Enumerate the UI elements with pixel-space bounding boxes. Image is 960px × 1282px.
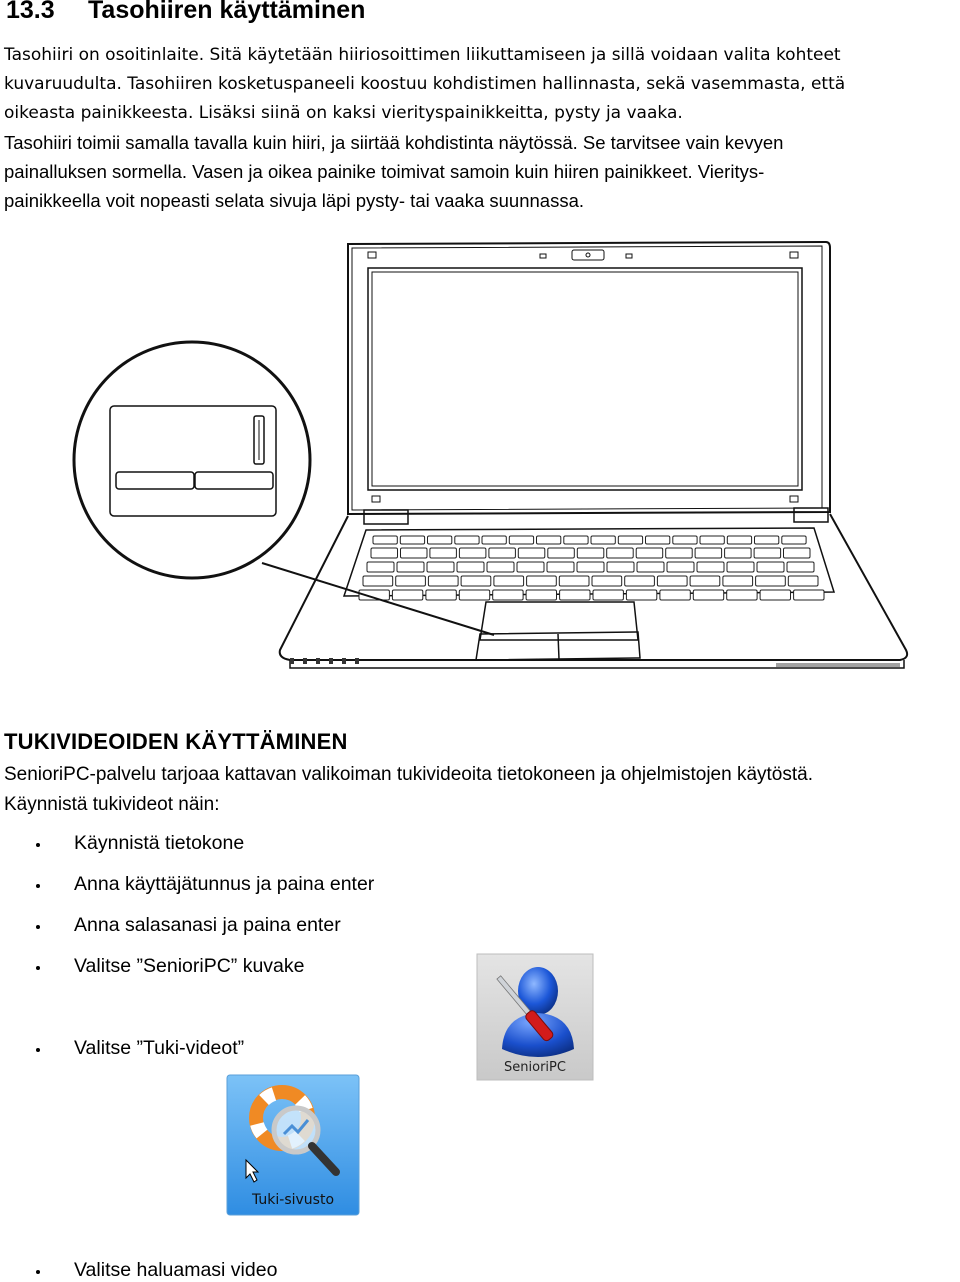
paragraph-line: Tasohiiri on osoitinlaite. Sitä käytetään hiiriosoittimen liikuttamiseen ja sillä voidaan valita kohteet xyxy=(4,45,841,65)
keyboard-key xyxy=(430,548,457,558)
keyboard-key xyxy=(509,536,533,544)
keyboard-key xyxy=(428,536,452,544)
keyboard-key xyxy=(725,548,752,558)
keyboard-key xyxy=(461,576,491,586)
keyboard-key xyxy=(548,548,575,558)
touchpad-paragraph xyxy=(4,41,960,215)
keyboard-key xyxy=(455,536,479,544)
keyboard-key xyxy=(400,536,424,544)
keyboard-key xyxy=(392,590,422,600)
keyboard-key xyxy=(367,562,394,572)
bullet-dot xyxy=(36,843,40,847)
keyboard-key xyxy=(673,536,697,544)
keyboard-key xyxy=(527,576,557,586)
bullet-dot xyxy=(36,925,40,929)
senioripc-icon[interactable] xyxy=(476,953,594,1081)
paragraph-line: Tasohiiri toimii samalla tavalla kuin hiiri, ja siirtää kohdistinta näytössä. Se tarvitsee vain kevyen xyxy=(4,132,784,153)
keyboard-key xyxy=(457,562,484,572)
keyboard-key xyxy=(526,590,556,600)
laptop-touchpad-illustration xyxy=(0,230,960,680)
bullet-dot xyxy=(36,966,40,970)
intro-line: SenioriPC-palvelu tarjoaa kattavan valikoiman tukivideoita tietokoneen ja ohjelmistojen käytöstä. xyxy=(4,764,814,785)
paragraph-line: painikkeella voit nopeasti selata sivuja läpi pysty- tai vaaka suunnassa. xyxy=(4,190,584,211)
keyboard-key xyxy=(426,590,456,600)
step-label: Valitse haluamasi video xyxy=(74,1259,278,1281)
keyboard-key xyxy=(760,590,790,600)
keyboard-key xyxy=(401,548,428,558)
keyboard-key xyxy=(371,548,398,558)
keyboard-key xyxy=(626,590,656,600)
keyboard-key xyxy=(482,536,506,544)
keyboard-key xyxy=(782,536,806,544)
tuki-sivusto-icon[interactable] xyxy=(226,1074,360,1216)
keyboard-key xyxy=(487,562,514,572)
keyboard-key xyxy=(657,576,687,586)
keyboard-key xyxy=(693,590,723,600)
keyboard-key xyxy=(577,562,604,572)
keyboard-key xyxy=(459,590,489,600)
keyboard-key xyxy=(754,548,781,558)
keyboard-key xyxy=(727,590,757,600)
keyboard-key xyxy=(593,590,623,600)
step-label: Valitse ”SenioriPC” kuvake xyxy=(74,955,305,977)
keyboard-key xyxy=(756,576,786,586)
section-title: Tasohiiren käyttäminen xyxy=(88,0,366,24)
keyboard-key xyxy=(517,562,544,572)
keyboard-key xyxy=(666,548,693,558)
keyboard-key xyxy=(727,536,751,544)
keyboard-key xyxy=(459,548,486,558)
keyboard-key xyxy=(547,562,574,572)
keyboard-key xyxy=(618,536,642,544)
keyboard-key xyxy=(489,548,516,558)
keyboard-key xyxy=(592,576,622,586)
tuki-sivusto-icon-label: Tuki-sivusto xyxy=(251,1192,335,1208)
section-heading xyxy=(6,0,365,25)
keyboard-key xyxy=(794,590,824,600)
keyboard-key xyxy=(428,576,458,586)
keyboard-key xyxy=(723,576,753,586)
keyboard-key xyxy=(757,562,784,572)
keyboard-key xyxy=(697,562,724,572)
keyboard-key xyxy=(646,536,670,544)
keyboard-key xyxy=(373,536,397,544)
keyboard-key xyxy=(636,548,663,558)
tukivideot-heading: TUKIVIDEOIDEN KÄYTTÄMINEN xyxy=(4,729,348,754)
keyboard-key xyxy=(637,562,664,572)
section-number: 13.3 xyxy=(6,0,55,24)
keyboard-key xyxy=(397,562,424,572)
paragraph-line: kuvaruudulta. Tasohiiren kosketuspaneeli koostuu kohdistimen hallinnasta, sekä vasemmasta, että xyxy=(4,74,846,94)
keyboard-key xyxy=(518,548,545,558)
keyboard-key xyxy=(577,548,604,558)
bullet-dot xyxy=(36,1048,40,1052)
keyboard-key xyxy=(787,562,814,572)
keyboard-key xyxy=(607,562,634,572)
keyboard-key xyxy=(660,590,690,600)
keyboard-key xyxy=(564,536,588,544)
step-label: Käynnistä tietokone xyxy=(74,832,245,854)
step-label: Anna salasanasi ja paina enter xyxy=(74,914,341,936)
keyboard-key xyxy=(727,562,754,572)
bullet-dot xyxy=(36,884,40,888)
keyboard-key xyxy=(396,576,426,586)
keyboard-key xyxy=(788,576,818,586)
paragraph-line: painalluksen sormella. Vasen ja oikea painike toimivat samoin kuin hiiren painikkeet. Vieritys- xyxy=(4,161,765,182)
step-label: Anna käyttäjätunnus ja paina enter xyxy=(74,873,375,895)
step-label: Valitse ”Tuki-videot” xyxy=(74,1037,245,1059)
keyboard-key xyxy=(700,536,724,544)
senioripc-icon-label: SenioriPC xyxy=(504,1060,566,1075)
keyboard-key xyxy=(427,562,454,572)
keyboard-key xyxy=(559,576,589,586)
keyboard-key xyxy=(493,590,523,600)
bullet-dot xyxy=(36,1270,40,1274)
keyboard-key xyxy=(537,536,561,544)
keyboard-key xyxy=(363,576,393,586)
keyboard-key xyxy=(591,536,615,544)
paragraph-line: oikeasta painikkeesta. Lisäksi siinä on kaksi vierityspainikkeitta, pysty ja vaaka. xyxy=(4,103,683,123)
intro-paragraph xyxy=(4,760,960,820)
keyboard-key xyxy=(690,576,720,586)
keyboard-key xyxy=(560,590,590,600)
keyboard-key xyxy=(784,548,811,558)
keyboard-key xyxy=(494,576,524,586)
keyboard-key xyxy=(607,548,634,558)
keyboard-key xyxy=(695,548,722,558)
keyboard-key xyxy=(755,536,779,544)
intro-line: Käynnistä tukivideot näin: xyxy=(4,794,220,815)
keyboard-key xyxy=(625,576,655,586)
keyboard-key xyxy=(667,562,694,572)
